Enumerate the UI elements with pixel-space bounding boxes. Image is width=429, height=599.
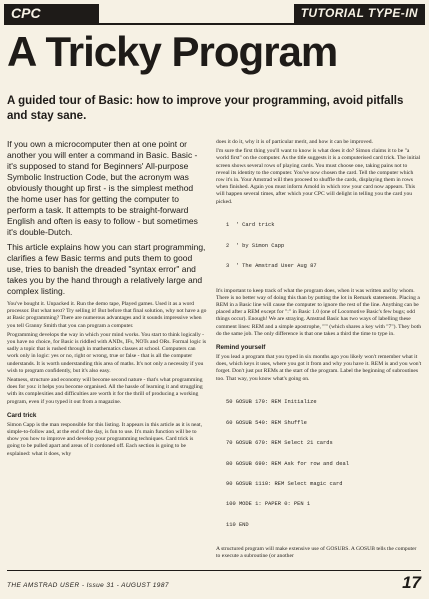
code-line: 110 END — [226, 521, 249, 528]
header-rule — [99, 4, 294, 23]
body-paragraph: You've bought it. Unpacked it. Run the demo tape, Played games. Used it as a word processor. But what next? Try selling it! But before that final solution, why not have a go at Basic programming? There are numerous advantages and it sounds impressive when you tell Granny Smith that you can program a computer. — [7, 301, 207, 329]
code-line: 3 ' The Amstrad User Aug 87 — [226, 263, 317, 270]
body-paragraph: If you lead a program that you typed in six months ago you likely won't remember what it does, which keys it uses, where you got it from and why you have it. REM is and you won't forget. Don't just put REMs at the start of the program. Label the beginning of subroutines too. That way, you know what's going on. — [216, 354, 422, 382]
left-column — [7, 139, 207, 460]
page-footer — [7, 570, 421, 593]
category-label: TUTORIAL TYPE-IN — [294, 4, 425, 23]
article-title: A Tricky Program — [7, 28, 338, 75]
intro-paragraph: This article explains how you can start programming, clarifies a few Basic terms and puts them to good use, tries to banish the dreaded "syntax error" and takes you by the hand through a relatively large and complex listing. — [7, 242, 206, 296]
remind-heading: Remind yourself — [216, 344, 266, 352]
code-line: 80 GOSUB 690: REM Ask for row and deal — [226, 460, 349, 467]
code-listing-header — [226, 209, 422, 284]
right-column — [216, 139, 422, 563]
code-line: 50 GOSUB 170: REM Initialize — [226, 399, 317, 406]
body-paragraph: A structured program will make extensive use of GOSUBS. A GOSUB tells the computer to execute a subroutine (or another — [216, 546, 417, 560]
body-paragraph: It's important to keep track of what the program does, when it was written and by whom. There is no better way of doing this than by putting the lot in Remark statements. Placing a REM in a Basic line will cause the computer to ignore the rest of the line. Anything can be placed after a REM except for ":" in Basic 1.0 (one of Locomotive Basic's few bugs; odd things occur). Enough! We are straying. Amstrad Basic has two ways of labelling these comment lines: REM and a simple apostrophe, "'" (which shares a key with "7"). They both do the same job. The only difference is that one takes a third the time to type in. — [216, 287, 422, 337]
code-listing-gosub — [226, 386, 422, 542]
intro-paragraph: If you own a microcomputer then at one point or another you will enter a command in Basic. Basic - it's supposed to stand for Beginners' All-purpose Symbolic Instruction Code, but the acronym was obviously thought up first - is the simplest method the home user has for getting the computer to perform a task. It attempts to be straight-forward English and often is easy to follow - but sometimes it's double-Dutch. — [7, 139, 198, 237]
body-paragraph: Simon Capp is the man responsible for this listing. It appears in this article as it is neat, simple-to-follow and, at the end of the day, is fun to use. It's main function will be to show you how to improve and develop your programming techniques. Card trick is going to be pulled apart and areas of it cordoned off. Each section is going to be explained: what it does, why — [7, 421, 202, 457]
code-line: 60 GOSUB 540: REM Shuffle — [226, 419, 307, 426]
magazine-source: THE AMSTRAD USER - Issue 31 - AUGUST 1987 — [7, 582, 169, 589]
code-line: 2 ' by Simon Capp — [226, 242, 285, 249]
body-paragraph: Neatness, structure and economy will become second nature - that's what programming does for you: it helps you become organised. All the hassle of learning it and struggling with its complexities and difficulties are worth it for the thrill of producing a working program, even if you typed it out from a magazine. — [7, 377, 203, 405]
body-paragraph: Programming develops the way in which your mind works. You start to think logically - you have no choice, for Basic is riddled with ANDs, IFs, NOTs and ORs. Formal logic is sadly a topic that is rushed through in mathematics classes at school. Computers can work only in logic: yes or no, right or wrong, true or false - that is all the computer understands. It is worth understanding this area of maths. It's not only a necessity if you wish to program confidently, but it's also easy. — [7, 331, 207, 374]
card-trick-heading: Card trick — [7, 411, 37, 419]
header-bar — [4, 4, 425, 25]
body-paragraph: does it do it, why it is of particular merit, and how it can be improved. — [216, 139, 373, 145]
standfirst: A guided tour of Basic: how to improve your programming, avoid pitfalls and stay sane. — [7, 95, 404, 122]
section-label: CPC — [4, 4, 99, 23]
body-paragraph: I'm sure the first thing you'll want to know is what does it do? Simon claims it to be "a world first" on the computer. As the title suggests it is a computerised card trick. The initial screen shows several rows of playing cards. You must choose one, taking pains not to reveal its identity to the computer. You've now chosen the card. Tell the computer which row it's in. Your Amstrad will then proceed to shuffle the cards, displaying them in rows when finished. Again you must inform Arnold in which row your card now appears. This will happen several times, after which your CPC will delight in telling you the card you picked. — [216, 148, 421, 205]
code-line: 90 GOSUB 1110: REM Select magic card — [226, 480, 343, 487]
code-line: 70 GOSUB 670: REM Select 21 cards — [226, 440, 333, 447]
code-line: 100 MODE 1: PAPER 0: PEN 1 — [226, 501, 311, 508]
code-line: 1 ' Card trick — [226, 222, 275, 229]
page-number: 17 — [402, 573, 421, 592]
